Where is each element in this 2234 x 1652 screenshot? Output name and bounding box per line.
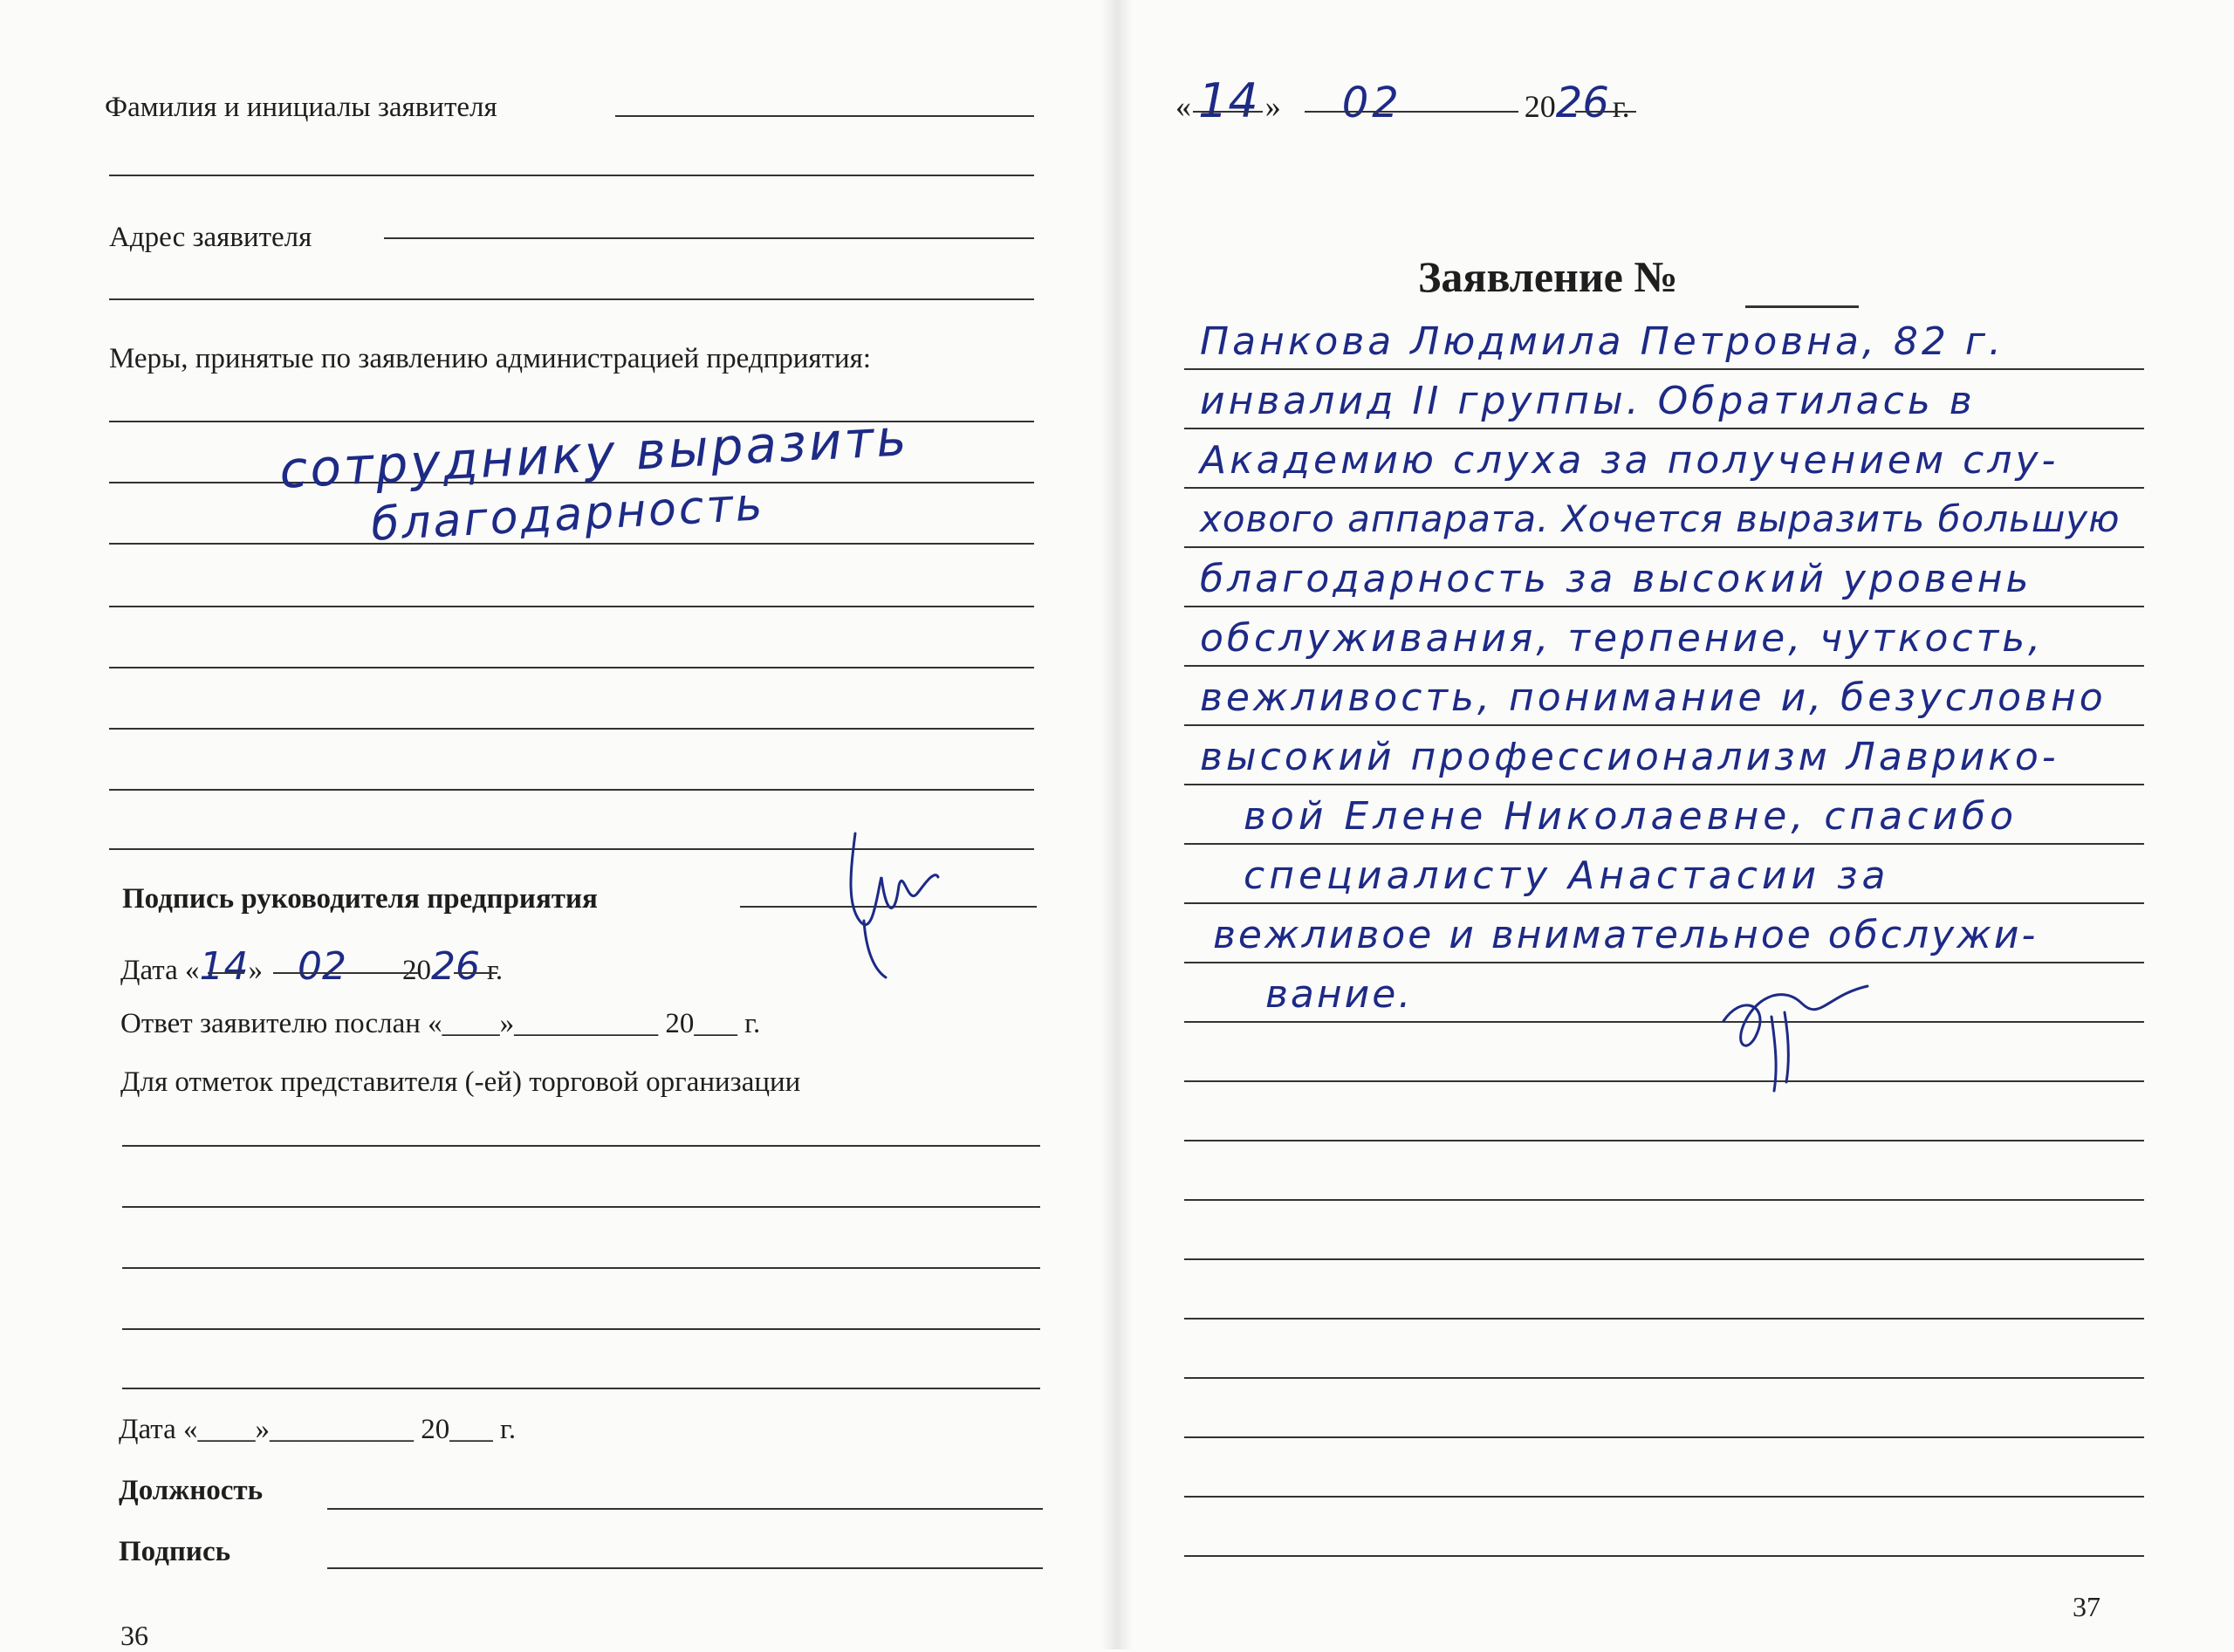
applicant-address-label: Адрес заявителя (109, 222, 312, 253)
handwritten-line-8: высокий профессионализм Лаврико- (1200, 735, 2059, 779)
handwritten-line-3: Академию слуха за получением слу- (1200, 438, 2059, 483)
body-line-2 (1184, 428, 2144, 429)
position-line (327, 1508, 1043, 1510)
application-date (1175, 73, 1630, 128)
body-line-5 (1184, 606, 2144, 607)
reply-sent-text: Ответ заявителю послан «____»__________ 20___ г. (120, 1008, 761, 1039)
measures-line-5 (109, 667, 1034, 668)
rep-notes-line-5 (122, 1388, 1040, 1389)
date-year-line (454, 972, 497, 974)
applicant-name-line-2 (109, 175, 1034, 176)
date-year-prefix: 20 (402, 955, 432, 986)
applicant-name-label: Фамилия и инициалы заявителя (105, 92, 497, 123)
body-line-1 (1184, 368, 2144, 370)
date-prefix: Дата « (120, 955, 200, 986)
handwritten-line-9: вой Елене Николаевне, спасибо (1244, 794, 2018, 839)
measures-handwriting-1: сотруднику выразить (278, 408, 910, 500)
body-line-19 (1184, 1436, 2144, 1438)
title-number-line (1745, 305, 1859, 308)
signature-label: Подпись (119, 1536, 231, 1567)
body-line-15 (1184, 1199, 2144, 1201)
body-line-20 (1184, 1496, 2144, 1498)
date-suffix: г. (487, 955, 504, 986)
date-month: 02 (298, 944, 347, 989)
date-month-line (273, 972, 419, 974)
left-page (0, 0, 1104, 1649)
date-open: « (1175, 89, 1191, 124)
date-day: 14 (199, 944, 249, 989)
body-line-16 (1184, 1258, 2144, 1260)
handwritten-line-12: вание. (1265, 972, 1414, 1017)
date-day-line (208, 972, 244, 974)
manager-date (120, 944, 503, 989)
measures-line-3 (109, 543, 1034, 545)
body-line-3 (1184, 487, 2144, 489)
rep-notes-line-4 (122, 1328, 1040, 1330)
handwritten-line-11: вежливое и внимательное обслужи- (1213, 913, 2039, 957)
handwritten-line-2: инвалид II группы. Обратилась в (1200, 379, 1976, 423)
body-line-13 (1184, 1080, 2144, 1082)
body-line-9 (1184, 843, 2144, 845)
body-line-7 (1184, 724, 2144, 726)
measures-handwriting-2: благодарность (369, 478, 766, 552)
applicant-signature (1706, 969, 1881, 1100)
handwritten-line-10: специалисту Анастасии за (1244, 853, 1890, 898)
page-number-left: 36 (120, 1620, 148, 1651)
measures-line-4 (109, 606, 1034, 607)
body-line-11 (1184, 962, 2144, 963)
measures-line-6 (109, 728, 1034, 730)
date-year: 26 (431, 944, 481, 989)
body-line-8 (1184, 784, 2144, 785)
body-line-17 (1184, 1318, 2144, 1320)
handwritten-line-7: вежливость, понимание и, безусловно (1200, 675, 2107, 720)
body-line-18 (1184, 1377, 2144, 1379)
manager-signature-label: Подпись руководителя предприятия (122, 883, 598, 915)
book-gutter (1101, 0, 1133, 1649)
date-mid: » (1264, 89, 1281, 124)
rep-notes-label: Для отметок представителя (-ей) торговой организации (120, 1066, 801, 1098)
body-line-10 (1184, 902, 2144, 904)
handwritten-line-6: обслуживания, терпение, чуткость, (1200, 616, 2045, 661)
position-label: Должность (119, 1475, 264, 1506)
right-page (1130, 0, 2234, 1649)
date-year-line (1575, 111, 1636, 113)
date-month-line (1305, 111, 1518, 113)
rep-notes-line-2 (122, 1206, 1040, 1208)
date-year: 26 (1555, 79, 1609, 127)
applicant-address-line-2 (109, 298, 1034, 300)
date-month: 02 (1341, 79, 1402, 127)
handwritten-line-4: хового аппарата. Хочется выразить большую (1200, 497, 2121, 540)
date-mid: » (248, 955, 264, 986)
applicant-name-line (615, 115, 1034, 117)
measures-label: Меры, принятые по заявлению администрацией предприятия: (109, 343, 872, 374)
rep-notes-line-1 (122, 1145, 1040, 1147)
signature-line (327, 1567, 1043, 1569)
body-line-21 (1184, 1555, 2144, 1557)
handwritten-line-5: благодарность за высокий уровень (1200, 557, 2032, 601)
body-line-12 (1184, 1021, 2144, 1023)
body-line-6 (1184, 665, 2144, 667)
date2-text: Дата «____»__________ 20___ г. (119, 1414, 517, 1445)
measures-line-7 (109, 789, 1034, 791)
rep-notes-line-3 (122, 1267, 1040, 1269)
date-day-line (1193, 111, 1263, 113)
date-year-prefix: 20 (1524, 89, 1556, 124)
body-line-4 (1184, 546, 2144, 548)
page-title: Заявление № (1418, 252, 1678, 301)
handwritten-line-1: Панкова Людмила Петровна, 82 г. (1200, 319, 2004, 364)
date-day: 14 (1198, 73, 1258, 128)
applicant-address-line (384, 237, 1034, 239)
manager-signature (812, 816, 951, 982)
date-suffix: г. (1612, 89, 1630, 124)
page-number-right: 37 (2073, 1591, 2100, 1622)
body-line-14 (1184, 1140, 2144, 1141)
